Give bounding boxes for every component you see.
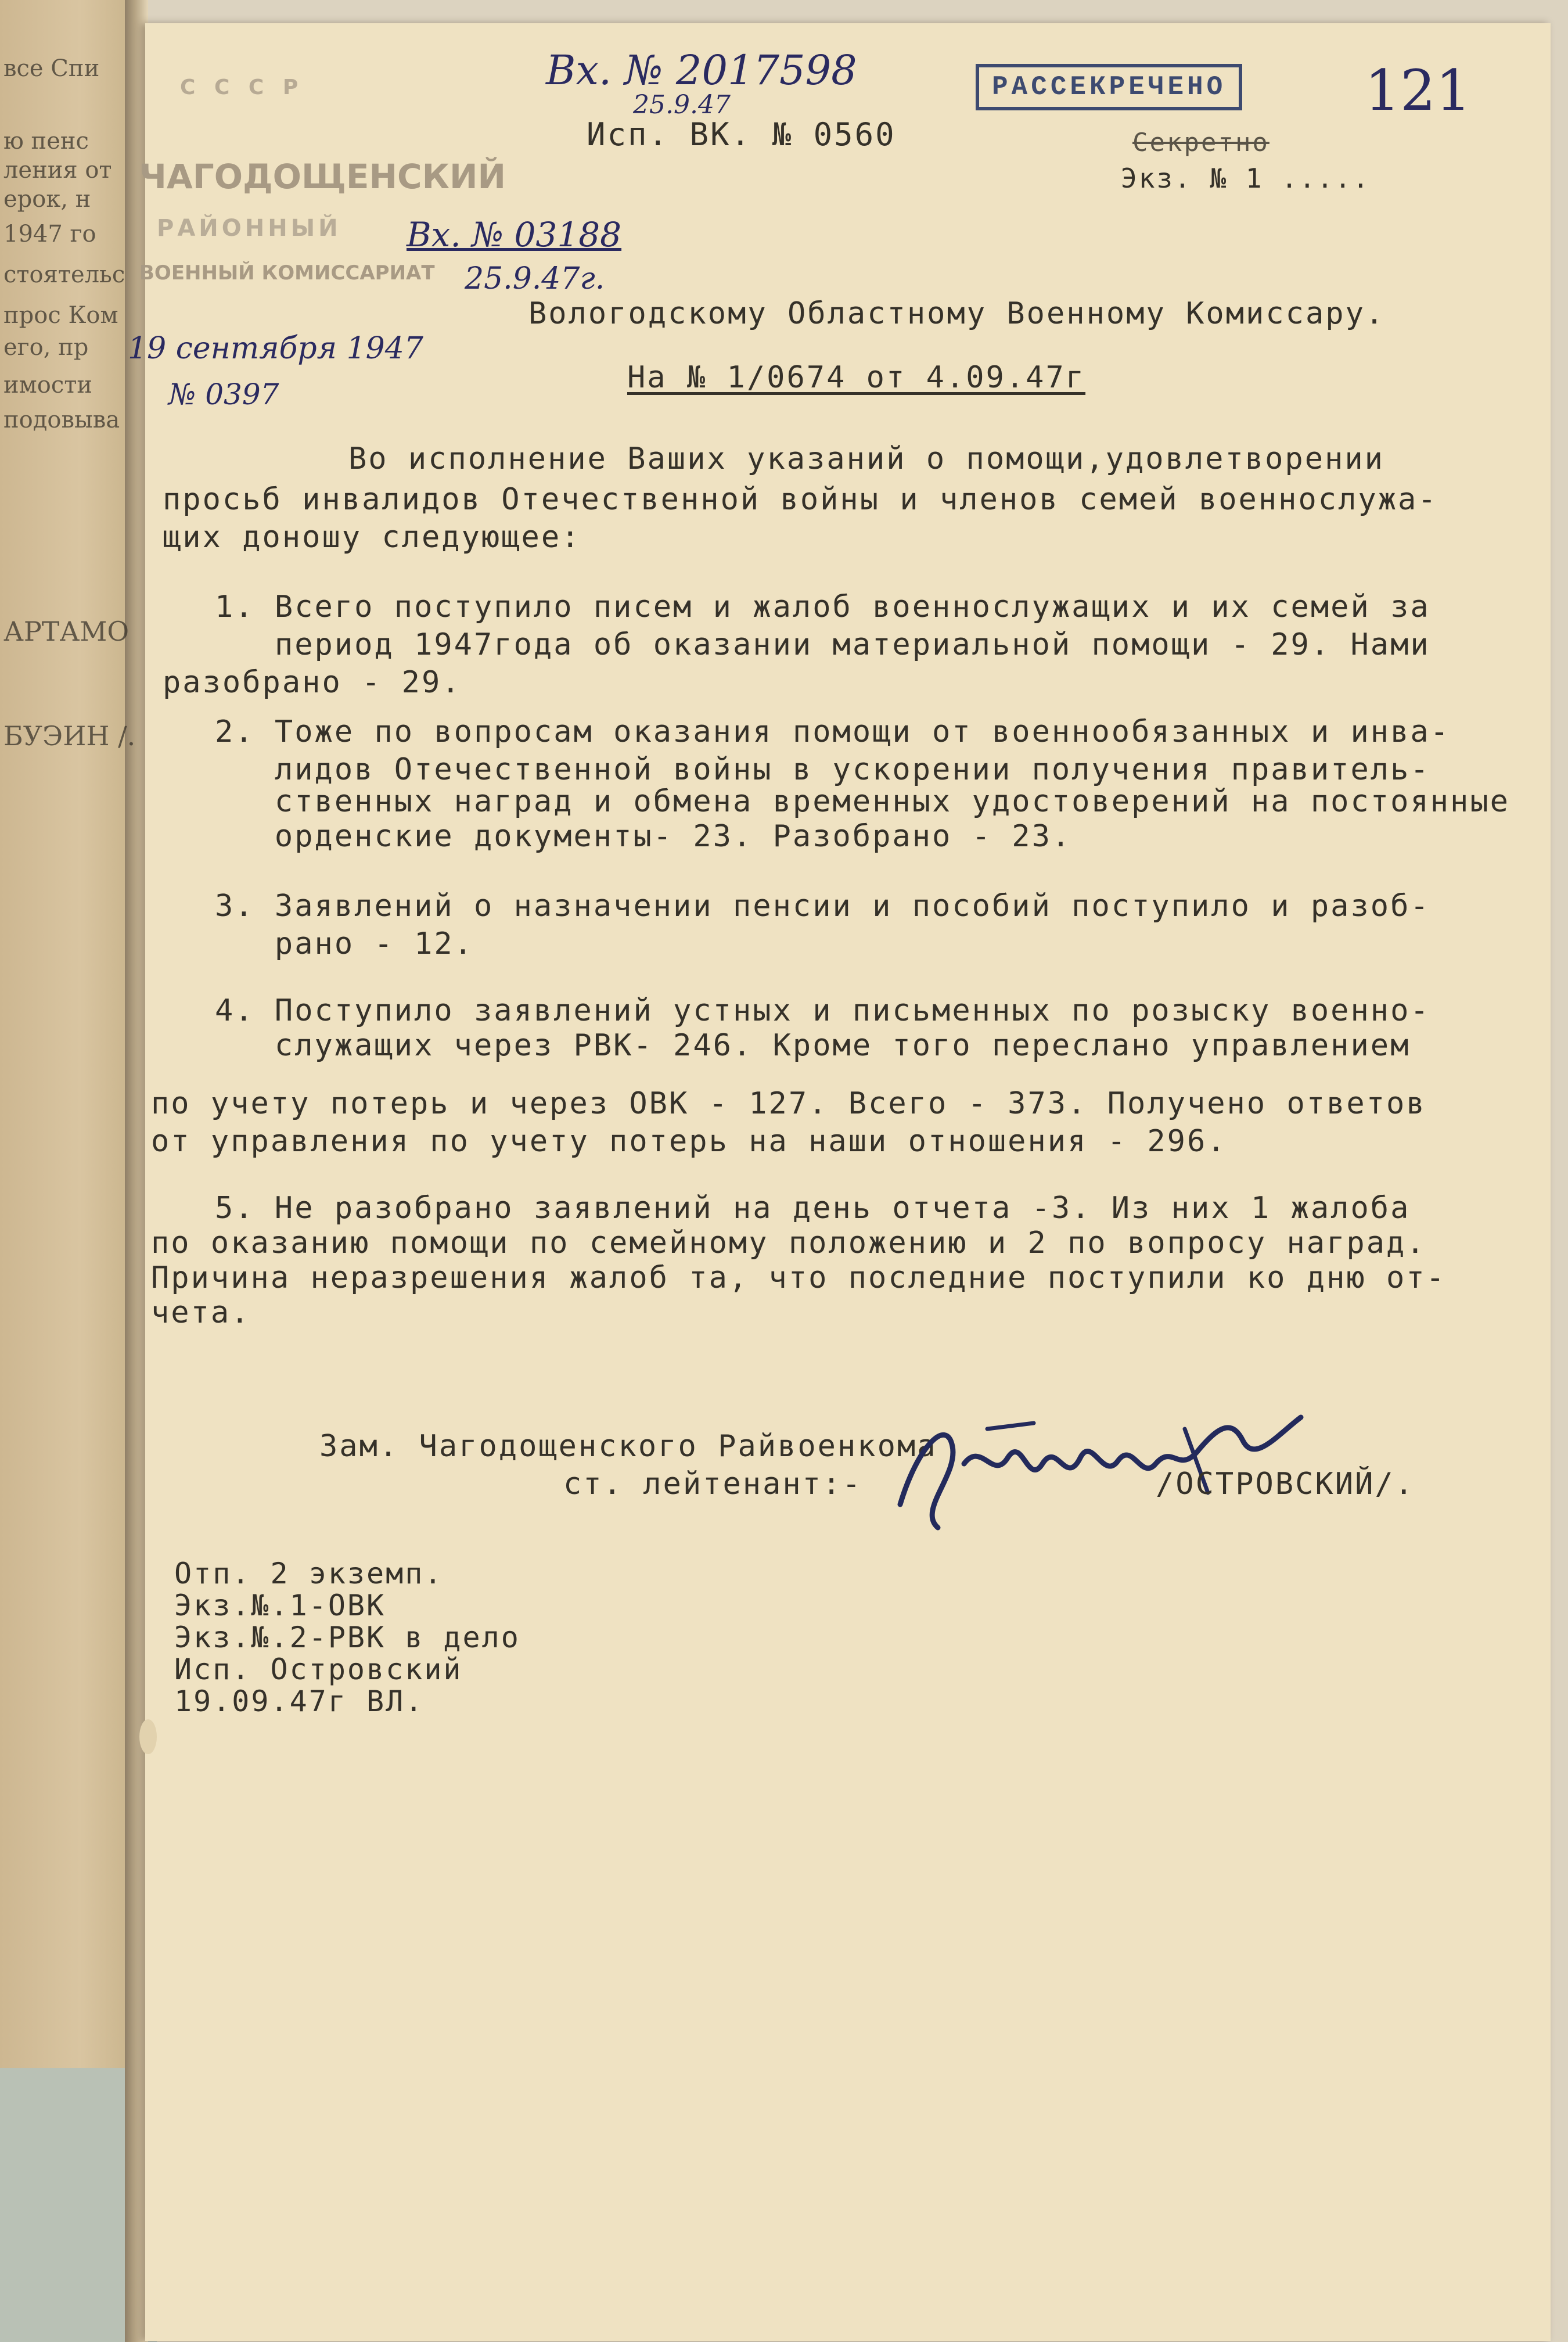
item-line: служащих через РВК- 246. Кроме того переслано управлением <box>215 1028 1411 1063</box>
item-line: ственных наград и обмена временных удостоверений на постоянные <box>215 784 1510 819</box>
fragment: подовыва <box>3 407 120 433</box>
incoming-date-handwritten-2: 25.9.47г. <box>465 261 605 296</box>
item-line: от управления по учету потерь на наши отношения - 296. <box>151 1124 1227 1159</box>
item-line: лидов Отечественной войны в ускорении получения правитель- <box>215 752 1430 787</box>
fragment: стоятельс <box>3 261 125 288</box>
office-name-line3: ВОЕННЫЙ КОМИССАРИАТ <box>139 261 435 285</box>
paper-stain <box>139 1719 157 1754</box>
incoming-number-handwritten-2: Вх. № 03188 <box>407 215 622 254</box>
footer-line: 19.09.47г ВЛ. <box>174 1684 425 1718</box>
office-name-line2: РАЙОННЫЙ <box>157 215 341 242</box>
intro-line: Во исполнение Ваших указаний о помощи,удовлетворении <box>348 441 1384 476</box>
ussr-header: С С С Р <box>180 76 304 99</box>
footer-line: Отп. 2 экземп. <box>174 1557 444 1590</box>
item-line: разобрано - 29. <box>163 665 462 700</box>
fragment: его, пр <box>3 334 89 361</box>
item-line: рано - 12. <box>215 926 474 961</box>
item-line: по учету потерь и через ОВК - 127. Всего - 373. Получено ответов <box>151 1086 1426 1121</box>
fragment: ерок, н <box>3 186 91 213</box>
outgoing-number: № 0397 <box>168 378 279 411</box>
item-line: чета. <box>151 1295 251 1330</box>
document-page <box>128 23 1551 2341</box>
item-line: период 1947года об оказании материальной помощи - 29. Нами <box>215 627 1430 662</box>
footer-line: Экз.№.2-РВК в дело <box>174 1621 520 1654</box>
fragment: прос Ком <box>3 302 118 329</box>
fragment: АРТАМО <box>3 616 130 647</box>
incoming-number-handwritten: Вх. № 2017598 <box>546 46 857 94</box>
fragment: все Спи <box>3 55 100 82</box>
declassified-stamp: РАССЕКРЕЧЕНО <box>976 64 1242 110</box>
item-line: 5. Не разобрано заявлений на день отчета -3. Из них 1 жалоба <box>215 1191 1411 1226</box>
isp-date-handwritten: 25.9.47 <box>633 90 731 120</box>
item-line: 3. Заявлений о назначении пенсии и пособий поступило и разоб- <box>215 889 1430 924</box>
folio-number: 121 <box>1365 58 1472 123</box>
date-handwritten: 19 сентября 1947 <box>128 331 423 366</box>
office-name: ЧАГОДОЩЕНСКИЙ <box>139 157 506 196</box>
fragment: ю пенс <box>3 128 89 155</box>
reference-line: На № 1/0674 от 4.09.47г <box>627 360 1086 395</box>
secret-mark: Секретно <box>1132 128 1269 157</box>
copy-number: Экз. № 1 ..... <box>1121 163 1371 194</box>
item-line: по оказанию помощи по семейному положению и 2 по вопросу наград. <box>151 1226 1426 1260</box>
item-line: орденские документы- 23. Разобрано - 23. <box>215 819 1072 854</box>
intro-line: щих доношу следующее: <box>163 520 581 555</box>
fragment: ления от <box>3 157 112 184</box>
signatory-rank: ст. лейтенант:- <box>563 1467 862 1502</box>
item-line: 2. Тоже по вопросам оказания помощи от военнообязанных и инва- <box>215 714 1451 749</box>
fragment: БУЭИН /. <box>3 720 136 752</box>
item-line: 4. Поступило заявлений устных и письменных по розыску военно- <box>215 993 1430 1028</box>
intro-line: просьб инвалидов Отечественной войны и членов семей военнослужа- <box>163 482 1438 517</box>
footer-line: Экз.№.1-ОВК <box>174 1589 386 1622</box>
fragment: 1947 го <box>3 221 96 247</box>
isp-line: Исп. ВК. № 0560 <box>587 116 896 153</box>
footer-line: Исп. Островский <box>174 1653 463 1686</box>
item-line: 1. Всего поступило писем и жалоб военнослужащих и их семей за <box>215 590 1430 624</box>
signatory-title: Зам. Чагодощенского Райвоенкома <box>319 1429 937 1464</box>
addressee: Вологодскому Областному Военному Комиссару. <box>528 296 1386 331</box>
signatory-name: /ОСТРОВСКИЙ/. <box>1156 1467 1415 1502</box>
fragment: имости <box>3 372 93 398</box>
item-line: Причина неразрешения жалоб та, что последние поступили ко дню от- <box>151 1260 1446 1295</box>
